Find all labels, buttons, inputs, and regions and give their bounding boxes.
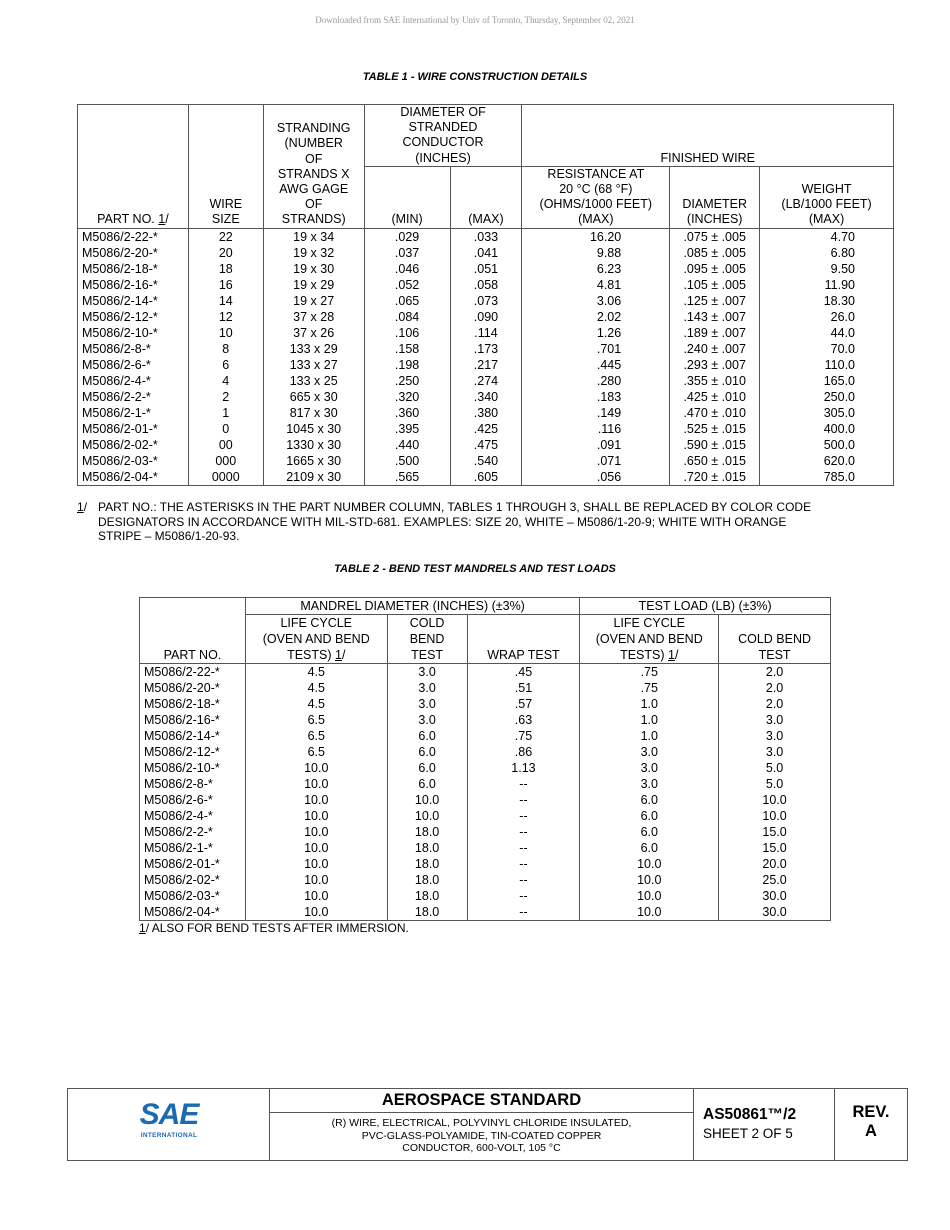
table-row	[78, 453, 894, 469]
table-cell: 70.0	[760, 341, 894, 357]
logo-cell	[68, 1089, 270, 1160]
col-min: (MIN)	[364, 166, 450, 228]
table-row	[78, 357, 894, 373]
col-test-load: TEST LOAD (LB) (±3%)	[580, 598, 831, 615]
table-cell: --	[467, 840, 580, 856]
table-cell: 10.0	[245, 792, 387, 808]
table-cell: 6.0	[387, 776, 467, 792]
table-cell: .280	[522, 373, 670, 389]
table-cell: .440	[364, 437, 450, 453]
table-cell: .274	[450, 373, 522, 389]
table-cell: 400.0	[760, 421, 894, 437]
table-cell: 26.0	[760, 309, 894, 325]
table-cell: --	[467, 872, 580, 888]
table-cell: 6.0	[387, 760, 467, 776]
table-cell: .056	[522, 469, 670, 486]
table-cell: M5086/2-02-*	[78, 437, 189, 453]
table-row	[78, 421, 894, 437]
table-cell: M5086/2-16-*	[78, 277, 189, 293]
table-cell: .058	[450, 277, 522, 293]
table-row	[78, 309, 894, 325]
watermark: Downloaded from SAE International by Univ of Toronto, Thursday, September 02, 2021	[315, 15, 635, 25]
table-row	[140, 792, 831, 808]
table-cell: .75	[467, 728, 580, 744]
table-cell: --	[467, 856, 580, 872]
table-cell: 19 x 30	[263, 261, 364, 277]
table1-footnote: PART NO.: THE ASTERISKS IN THE PART NUMBER COLUMN, TABLES 1 THROUGH 3, SHALL BE REPLACED BY COLOR CODE DESIGNATORS IN ACCORDANCE WITH MIL-STD-681. EXAMPLES: SIZE 20, WHITE – M5086/1-20-9; WHITE WITH ORANGE STRIPE – M5086/1-20-93.	[98, 500, 812, 543]
col-finished-wire: FINISHED WIRE	[522, 105, 894, 167]
table-cell: .189 ± .007	[670, 325, 760, 341]
table-cell: .075 ± .005	[670, 228, 760, 245]
table-cell: --	[467, 792, 580, 808]
table-cell: --	[467, 888, 580, 904]
table-row	[78, 325, 894, 341]
table-cell: 4.81	[522, 277, 670, 293]
table-cell: M5086/2-16-*	[140, 712, 246, 728]
table-cell: 6.0	[580, 824, 719, 840]
revision: REV. A	[852, 1103, 890, 1140]
table-cell: .590 ± .015	[670, 437, 760, 453]
bend-test-rows	[140, 664, 831, 921]
table-cell: 6.5	[245, 728, 387, 744]
table-cell: M5086/2-14-*	[78, 293, 189, 309]
table-cell: .57	[467, 696, 580, 712]
table-cell: .340	[450, 389, 522, 405]
table-cell: 133 x 25	[263, 373, 364, 389]
table-cell: 18.0	[387, 840, 467, 856]
table-cell: 3.0	[387, 664, 467, 681]
table-cell: 817 x 30	[263, 405, 364, 421]
table-cell: .525 ± .015	[670, 421, 760, 437]
table-cell: .86	[467, 744, 580, 760]
table-cell: 250.0	[760, 389, 894, 405]
table-row	[140, 744, 831, 760]
table-cell: 10.0	[387, 808, 467, 824]
table-cell: .051	[450, 261, 522, 277]
table-row	[140, 872, 831, 888]
table-cell: M5086/2-20-*	[140, 680, 246, 696]
table-cell: 110.0	[760, 357, 894, 373]
table-cell: 1.0	[580, 696, 719, 712]
table-cell: 0	[188, 421, 263, 437]
table-cell: .75	[580, 680, 719, 696]
table-cell: 16	[188, 277, 263, 293]
table-cell: 18.0	[387, 824, 467, 840]
table-cell: 4	[188, 373, 263, 389]
table-cell: M5086/2-12-*	[140, 744, 246, 760]
standard-cell	[270, 1089, 694, 1160]
table-cell: .149	[522, 405, 670, 421]
table-cell: M5086/2-12-*	[78, 309, 189, 325]
table-row	[78, 293, 894, 309]
col-life-cycle-load: LIFE CYCLE (OVEN AND BEND TESTS) 1/	[580, 615, 719, 664]
table-cell: .095 ± .005	[670, 261, 760, 277]
table-cell: .445	[522, 357, 670, 373]
table2-title: TABLE 2 - BEND TEST MANDRELS AND TEST LOADS	[334, 563, 616, 575]
title-block	[67, 1088, 908, 1161]
table-cell: 4.5	[245, 680, 387, 696]
bend-test-table	[139, 597, 831, 921]
table-row	[140, 888, 831, 904]
table-cell: 19 x 27	[263, 293, 364, 309]
table-cell: M5086/2-4-*	[78, 373, 189, 389]
table-cell: 305.0	[760, 405, 894, 421]
table-row	[78, 389, 894, 405]
table-cell: 18.0	[387, 856, 467, 872]
table-cell: M5086/2-20-*	[78, 245, 189, 261]
table-cell: 10.0	[580, 872, 719, 888]
table-cell: 2	[188, 389, 263, 405]
table-cell: .158	[364, 341, 450, 357]
table-cell: 16.20	[522, 228, 670, 245]
table-cell: 2.0	[719, 680, 831, 696]
table-cell: M5086/2-18-*	[78, 261, 189, 277]
table-cell: M5086/2-4-*	[140, 808, 246, 824]
table-cell: 6.0	[387, 728, 467, 744]
col-wrap-test: WRAP TEST	[467, 615, 580, 664]
table-cell: M5086/2-10-*	[78, 325, 189, 341]
table-cell: --	[467, 776, 580, 792]
table-cell: 3.0	[580, 776, 719, 792]
logo-mark: SAE	[139, 1098, 199, 1131]
table-cell: 44.0	[760, 325, 894, 341]
table-cell: .125 ± .007	[670, 293, 760, 309]
table-cell: 2109 x 30	[263, 469, 364, 486]
table-cell: .073	[450, 293, 522, 309]
table1-title: TABLE 1 - WIRE CONSTRUCTION DETAILS	[362, 71, 588, 83]
standard-title: AEROSPACE STANDARD	[270, 1089, 693, 1113]
table-cell: .250	[364, 373, 450, 389]
table-cell: 15.0	[719, 824, 831, 840]
table-cell: 6.5	[245, 744, 387, 760]
table-cell: 4.5	[245, 664, 387, 681]
table-cell: 3.06	[522, 293, 670, 309]
table-cell: 6.0	[580, 792, 719, 808]
table-cell: .470 ± .010	[670, 405, 760, 421]
table-cell: M5086/2-6-*	[78, 357, 189, 373]
table-cell: .065	[364, 293, 450, 309]
col-resistance: RESISTANCE AT 20 °C (68 °F) (OHMS/1000 FEET) (MAX)	[522, 166, 670, 228]
table-row	[78, 437, 894, 453]
table-cell: 10.0	[245, 840, 387, 856]
table-cell: M5086/2-04-*	[78, 469, 189, 486]
document-number: AS50861™/2	[703, 1106, 797, 1123]
logo-subtitle: INTERNATIONAL	[140, 1132, 198, 1139]
table-cell: .052	[364, 277, 450, 293]
table-cell: 18	[188, 261, 263, 277]
table-cell: 10.0	[580, 888, 719, 904]
table-row	[140, 712, 831, 728]
table-cell: .085 ± .005	[670, 245, 760, 261]
table-cell: .51	[467, 680, 580, 696]
document-cell	[694, 1089, 835, 1160]
table-cell: 6	[188, 357, 263, 373]
table-cell: --	[467, 824, 580, 840]
table-cell: M5086/2-8-*	[140, 776, 246, 792]
table-cell: 3.0	[580, 760, 719, 776]
table-cell: M5086/2-8-*	[78, 341, 189, 357]
table-cell: 3.0	[719, 712, 831, 728]
table-cell: .395	[364, 421, 450, 437]
table-cell: 11.90	[760, 277, 894, 293]
table-cell: .500	[364, 453, 450, 469]
table-cell: 10.0	[719, 808, 831, 824]
col-weight: WEIGHT (LB/1000 FEET) (MAX)	[760, 166, 894, 228]
table-cell: M5086/2-03-*	[140, 888, 246, 904]
table-cell: .071	[522, 453, 670, 469]
table-cell: M5086/2-22-*	[78, 228, 189, 245]
table-cell: 5.0	[719, 776, 831, 792]
table-cell: .217	[450, 357, 522, 373]
table-cell: M5086/2-1-*	[78, 405, 189, 421]
table-cell: 20.0	[719, 856, 831, 872]
table-row	[78, 261, 894, 277]
table-cell: 1045 x 30	[263, 421, 364, 437]
table-cell: .090	[450, 309, 522, 325]
table-cell: 165.0	[760, 373, 894, 389]
table-cell: M5086/2-03-*	[78, 453, 189, 469]
table-cell: --	[467, 904, 580, 921]
table-cell: 785.0	[760, 469, 894, 486]
table-cell: 4.5	[245, 696, 387, 712]
table-cell: 30.0	[719, 888, 831, 904]
table-cell: 1330 x 30	[263, 437, 364, 453]
table-cell: 19 x 32	[263, 245, 364, 261]
table-row	[140, 760, 831, 776]
table-cell: 19 x 29	[263, 277, 364, 293]
table-cell: .425 ± .010	[670, 389, 760, 405]
table-cell: M5086/2-01-*	[140, 856, 246, 872]
col-max: (MAX)	[450, 166, 522, 228]
table-cell: .033	[450, 228, 522, 245]
table-cell: 20	[188, 245, 263, 261]
table-cell: .475	[450, 437, 522, 453]
table-row	[140, 824, 831, 840]
table-cell: M5086/2-6-*	[140, 792, 246, 808]
table-cell: 0000	[188, 469, 263, 486]
table-cell: 3.0	[719, 728, 831, 744]
col-part-no: PART NO.	[140, 598, 246, 664]
table-cell: 25.0	[719, 872, 831, 888]
table-cell: .540	[450, 453, 522, 469]
table-cell: .75	[580, 664, 719, 681]
table-cell: M5086/2-04-*	[140, 904, 246, 921]
table-cell: 133 x 27	[263, 357, 364, 373]
table-cell: .183	[522, 389, 670, 405]
table-cell: .084	[364, 309, 450, 325]
table-cell: 2.02	[522, 309, 670, 325]
table-cell: 37 x 26	[263, 325, 364, 341]
table-cell: .173	[450, 341, 522, 357]
table-cell: 10.0	[719, 792, 831, 808]
table-cell: 2.0	[719, 664, 831, 681]
table-cell: .116	[522, 421, 670, 437]
table-cell: M5086/2-22-*	[140, 664, 246, 681]
table-row	[140, 664, 831, 681]
table-cell: --	[467, 808, 580, 824]
table-cell: 18.0	[387, 904, 467, 921]
col-cold-bend: COLD BEND TEST	[387, 615, 467, 664]
table-cell: 6.0	[387, 744, 467, 760]
table-row	[78, 228, 894, 245]
table-cell: .720 ± .015	[670, 469, 760, 486]
table-cell: 15.0	[719, 840, 831, 856]
table-cell: 6.5	[245, 712, 387, 728]
table-cell: 5.0	[719, 760, 831, 776]
table-cell: 6.80	[760, 245, 894, 261]
table-cell: 4.70	[760, 228, 894, 245]
table-cell: 10.0	[245, 776, 387, 792]
table-cell: .105 ± .005	[670, 277, 760, 293]
table-row	[140, 808, 831, 824]
table-cell: .565	[364, 469, 450, 486]
sheet-number: SHEET 2 OF 5	[703, 1126, 793, 1141]
table-row	[140, 696, 831, 712]
table-cell: .355 ± .010	[670, 373, 760, 389]
wire-construction-rows	[78, 228, 894, 485]
table-cell: 10.0	[245, 808, 387, 824]
table-cell: 1665 x 30	[263, 453, 364, 469]
table-cell: 10.0	[245, 824, 387, 840]
table-cell: 1	[188, 405, 263, 421]
col-life-cycle: LIFE CYCLE (OVEN AND BEND TESTS) 1/	[245, 615, 387, 664]
table-cell: 500.0	[760, 437, 894, 453]
col-mandrel-diameter: MANDREL DIAMETER (INCHES) (±3%)	[245, 598, 580, 615]
table-cell: .45	[467, 664, 580, 681]
table-cell: 10.0	[245, 856, 387, 872]
table-cell: 10.0	[245, 888, 387, 904]
table-cell: 10.0	[580, 856, 719, 872]
table-row	[140, 856, 831, 872]
table-cell: 18.30	[760, 293, 894, 309]
table-cell: 18.0	[387, 888, 467, 904]
table-cell: .605	[450, 469, 522, 486]
table-cell: 1.0	[580, 728, 719, 744]
table-cell: 22	[188, 228, 263, 245]
table-cell: 6.23	[522, 261, 670, 277]
table-cell: 18.0	[387, 872, 467, 888]
table-cell: M5086/2-02-*	[140, 872, 246, 888]
col-cold-bend-load: COLD BEND TEST	[719, 615, 831, 664]
table-row	[140, 840, 831, 856]
table-cell: 10.0	[580, 904, 719, 921]
table1-footnote-mark: 1/	[77, 500, 88, 514]
table-cell: .320	[364, 389, 450, 405]
table-cell: 665 x 30	[263, 389, 364, 405]
table-cell: .143 ± .007	[670, 309, 760, 325]
table-cell: 12	[188, 309, 263, 325]
table-cell: .701	[522, 341, 670, 357]
table-cell: 3.0	[387, 696, 467, 712]
table-cell: 620.0	[760, 453, 894, 469]
wire-construction-table	[77, 104, 894, 486]
table-cell: M5086/2-14-*	[140, 728, 246, 744]
table-cell: 000	[188, 453, 263, 469]
table-row	[78, 469, 894, 486]
table-cell: 10	[188, 325, 263, 341]
table-cell: 10.0	[245, 872, 387, 888]
table-row	[78, 245, 894, 261]
table-cell: 3.0	[387, 680, 467, 696]
table-row	[78, 277, 894, 293]
table-cell: M5086/2-2-*	[78, 389, 189, 405]
table-cell: 14	[188, 293, 263, 309]
sae-logo	[68, 1089, 270, 1160]
table-row	[140, 904, 831, 921]
col-wire-size: WIRE SIZE	[188, 105, 263, 229]
table-cell: M5086/2-01-*	[78, 421, 189, 437]
table-cell: 19 x 34	[263, 228, 364, 245]
table-cell: 2.0	[719, 696, 831, 712]
standard-subtitle: (R) WIRE, ELECTRICAL, POLYVINYL CHLORIDE INSULATED, PVC-GLASS-POLYAMIDE, TIN-COATED COPPER CONDUCTOR, 600-VOLT, 105 °C	[331, 1117, 632, 1154]
table-cell: 6.0	[580, 840, 719, 856]
table-cell: .106	[364, 325, 450, 341]
table-cell: .091	[522, 437, 670, 453]
table-cell: .650 ± .015	[670, 453, 760, 469]
table-cell: 1.13	[467, 760, 580, 776]
table-cell: 3.0	[387, 712, 467, 728]
col-diameter: DIAMETER (INCHES)	[670, 166, 760, 228]
table-cell: 9.50	[760, 261, 894, 277]
table-cell: M5086/2-10-*	[140, 760, 246, 776]
table-cell: .240 ± .007	[670, 341, 760, 357]
table-cell: .198	[364, 357, 450, 373]
table-cell: 10.0	[387, 792, 467, 808]
table-cell: M5086/2-18-*	[140, 696, 246, 712]
table-row	[140, 728, 831, 744]
table-cell: 10.0	[245, 760, 387, 776]
table-row	[140, 680, 831, 696]
table-row	[140, 776, 831, 792]
table-cell: .425	[450, 421, 522, 437]
table-row	[78, 405, 894, 421]
table2-footnote: 1/ ALSO FOR BEND TESTS AFTER IMMERSION.	[139, 921, 409, 935]
table-row	[78, 373, 894, 389]
table-cell: M5086/2-1-*	[140, 840, 246, 856]
table-cell: .63	[467, 712, 580, 728]
table-cell: .037	[364, 245, 450, 261]
table-cell: 37 x 28	[263, 309, 364, 325]
table-cell: .029	[364, 228, 450, 245]
col-conductor-diameter: DIAMETER OF STRANDED CONDUCTOR (INCHES)	[364, 105, 522, 167]
table-cell: .293 ± .007	[670, 357, 760, 373]
table-cell: M5086/2-2-*	[140, 824, 246, 840]
revision-cell	[835, 1089, 907, 1160]
col-stranding: STRANDING (NUMBER OF STRANDS X AWG GAGE OF STRANDS)	[263, 105, 364, 229]
table-row	[78, 341, 894, 357]
table-cell: .046	[364, 261, 450, 277]
table-cell: .041	[450, 245, 522, 261]
table-cell: 1.0	[580, 712, 719, 728]
table-cell: 1.26	[522, 325, 670, 341]
table-cell: 6.0	[580, 808, 719, 824]
table-cell: 3.0	[719, 744, 831, 760]
table-cell: .380	[450, 405, 522, 421]
table-cell: 10.0	[245, 904, 387, 921]
table-cell: 9.88	[522, 245, 670, 261]
table-cell: .360	[364, 405, 450, 421]
table-cell: 3.0	[580, 744, 719, 760]
col-part-no: PART NO. 1/	[78, 105, 189, 229]
table-cell: 8	[188, 341, 263, 357]
table-cell: 133 x 29	[263, 341, 364, 357]
table-cell: .114	[450, 325, 522, 341]
table-cell: 30.0	[719, 904, 831, 921]
table-cell: 00	[188, 437, 263, 453]
